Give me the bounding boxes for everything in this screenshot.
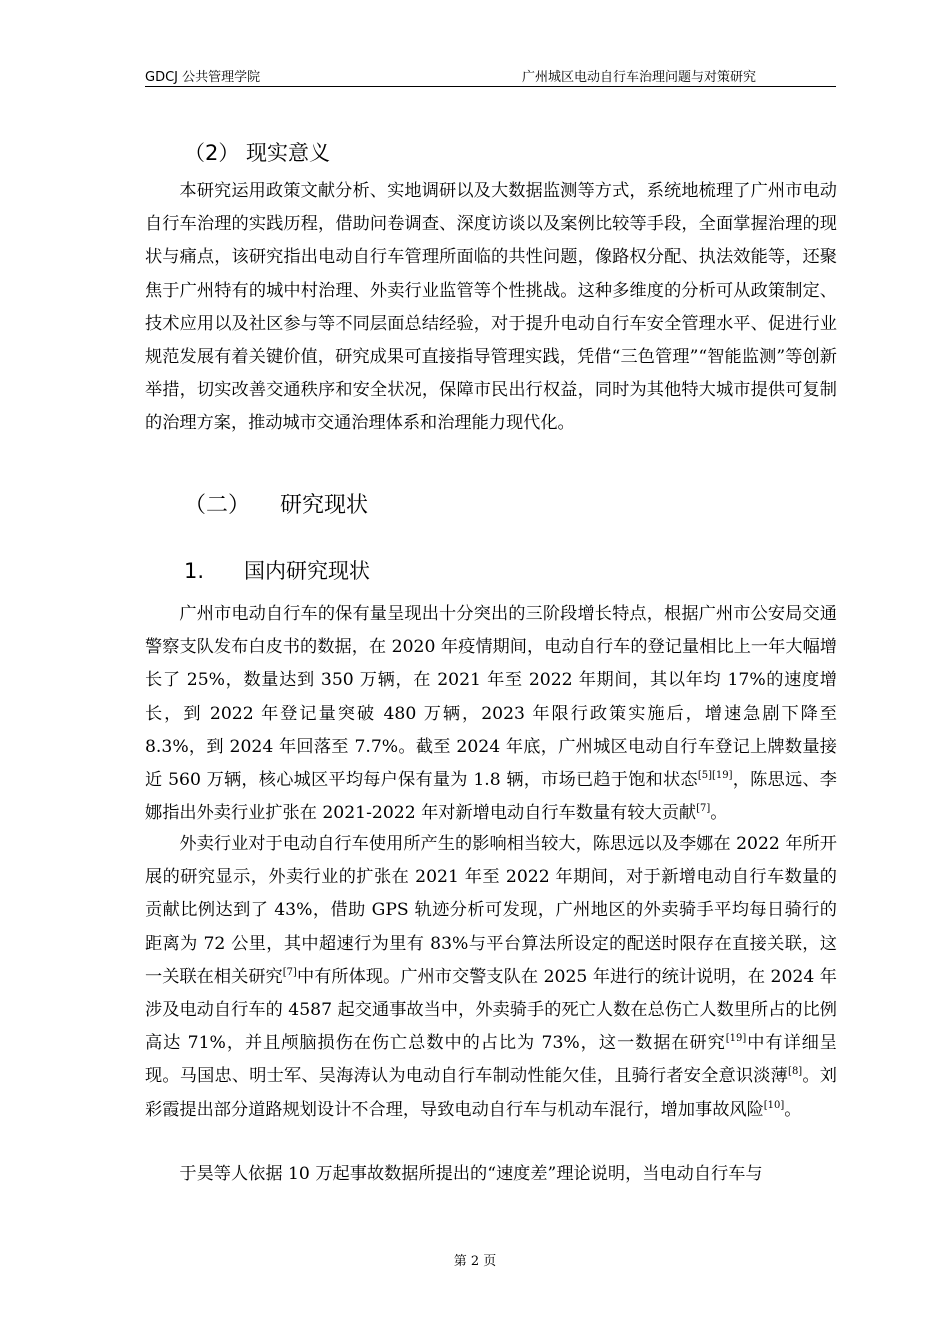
heading-title: 国内研究现状 (244, 559, 370, 583)
text-segment: 中有详细呈现。马国忠、明士军、吴海涛认为电动自行车制动性能欠佳，且骑行者安全意识淡薄 (145, 1033, 837, 1087)
heading-number: （2） (184, 141, 240, 165)
heading-domestic-research (184, 555, 370, 585)
citation: [10] (763, 1099, 785, 1111)
text-segment: 中有所体现。广州市交警支队在 2025 年进行的统计说明，在 2024 年涉及电动自行车的 4587 起交通事故当中，外卖骑手的死亡人数在总伤亡人数里所占的比例高达 71%，并且颅脑损伤在伤亡总数中的占比为 73%，这一数据在研究 (145, 966, 837, 1054)
text-segment: 广州市电动自行车的保有量呈现出十分突出的三阶段增长特点，根据广州市公安局交通警察支队发布白皮书的数据，在 2020 年疫情期间，电动自行车的登记量相比上一年大幅增长了 25%，数量达到 350 万辆，在 2021 年至 2022 年期间，其以年均 17%的速度增长，到 2022 年登记量突破 480 万辆，2023 年限行政策实施后，增速急剧下降至 8.3%，到 2024 年回落至 7.7%。截至 2024 年底，广州城区电动自行车登记上牌数量接近 560 万辆，核心城区平均每户保有量为 1.8 辆，市场已趋于饱和状态 (145, 604, 837, 791)
heading-title: 研究现状 (280, 493, 369, 518)
citation: [5][19] (697, 770, 733, 782)
header-institution: GDCJ 公共管理学院 (145, 70, 261, 85)
text-segment: 。 (710, 803, 728, 824)
text-segment: 。刘彩霞提出部分道路规划设计不合理，导致电动自行车与机动车混行，增加事故风险 (145, 1066, 837, 1120)
citation: [7] (282, 966, 297, 978)
text-segment: 。 (784, 1099, 802, 1120)
header-title: 广州城区电动自行车治理问题与对策研究 (521, 70, 756, 85)
page-header (145, 66, 836, 87)
text-segment: 外卖行业对于电动自行车使用所产生的影响相当较大，陈思远以及李娜在 2022 年所开展的研究显示，外卖行业的扩张在 2021 年至 2022 年期间，对于新增电动自行车数量的贡献比例达到了 43%，借助 GPS 轨迹分析可发现，广州地区的外卖骑手平均每日骑行的距离为 72 公里，其中超速行为里有 83%与平台算法所设定的配送时限存在直接关联，这一关联在相关研究 (145, 834, 837, 987)
paragraph-practical: 本研究运用政策文献分析、实地调研以及大数据监测等方式，系统地梳理了广州市电动自行车治理的实践历程，借助问卷调查、深度访谈以及案例比较等手段，全面掌握治理的现状与痛点，该研究指出电动自行车管理所面临的共性问题，像路权分配、执法效能等，还聚焦于广州特有的城中村治理、外卖行业监管等个性挑战。这种多维度的分析可从政策制定、技术应用以及社区参与等不同层面总结经验，对于提升电动自行车安全管理水平、促进行业规范发展有着关键价值，研究成果可直接指导管理实践，凭借“三色管理”“智能监测”等创新举措，切实改善交通秩序和安全状况，保障市民出行权益，同时为其他特大城市提供可复制的治理方案，推动城市交通治理体系和治理能力现代化。 (145, 181, 837, 434)
citation: [8] (788, 1066, 803, 1078)
heading-number: （二） (184, 493, 251, 518)
heading-research-status (184, 488, 368, 519)
paragraph-speed-difference: 于昊等人依据 10 万起事故数据所提出的“速度差”理论说明，当电动自行车与 (179, 1164, 763, 1184)
heading-number: 1. (184, 559, 205, 583)
citation: [19] (725, 1033, 747, 1045)
paragraph-delivery-impact (145, 828, 837, 1127)
heading-practical-significance (184, 137, 330, 167)
citation: [7] (696, 803, 711, 815)
heading-title: 现实意义 (246, 141, 330, 165)
page-number: 第 2 页 (453, 1254, 497, 1269)
paragraph-ownership-growth (145, 598, 837, 830)
text-segment: ，陈思远、李娜指出外卖行业扩张在 2021-2022 年对新增电动自行车数量有较大贡献 (145, 770, 837, 824)
